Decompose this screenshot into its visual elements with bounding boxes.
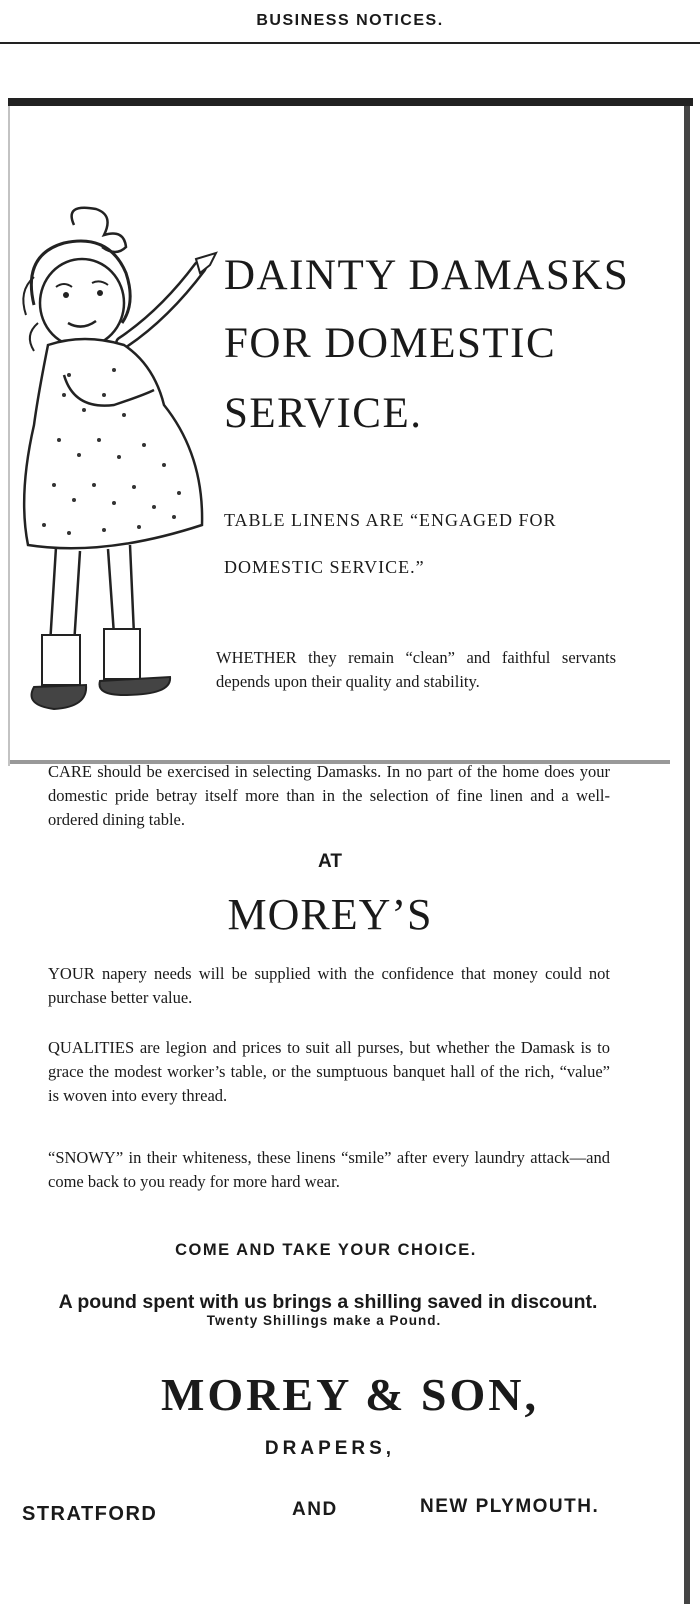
snowy-paragraph: “SNOWY” in their whiteness, these linens “smile” after every laundry attack—and come back to you ready for more hard wear.	[48, 1148, 610, 1191]
location-stratford: STRATFORD	[22, 1503, 158, 1525]
headline-line-1: DAINTY DAMASKS	[224, 252, 630, 299]
trade-label: DRAPERS,	[264, 1438, 396, 1459]
section-title: BUSINESS NOTICES.	[256, 12, 444, 29]
qualities-paragraph: QUALITIES are legion and prices to suit all purses, but whether the Damask is to grace the modest worker’s table, or the sumptuous banquet hall of the rich, “value” is woven into every thread.	[48, 1038, 610, 1105]
call-to-action: COME AND TAKE YOUR CHOICE.	[175, 1241, 477, 1259]
whether-paragraph: WHETHER they remain “clean” and faithful servants depends upon their quality and stability.	[216, 648, 616, 691]
discount-line: A pound spent with us brings a shilling saved in discount.	[58, 1291, 598, 1313]
subheading-line-1: TABLE LINENS ARE “ENGAGED FOR	[224, 510, 557, 530]
store-name: MOREY’S	[227, 890, 433, 939]
location-and: AND	[292, 1499, 338, 1520]
advert-top-border	[8, 98, 693, 106]
page-header	[0, 0, 700, 46]
headline-line-3: SERVICE.	[224, 390, 423, 437]
header-rule	[0, 42, 700, 44]
subheading-line-2: DOMESTIC SERVICE.”	[224, 557, 425, 577]
headline-line-2: FOR DOMESTIC	[224, 320, 557, 367]
napery-paragraph: YOUR napery needs will be supplied with the confidence that money could not purchase better value.	[48, 964, 610, 1007]
discount-subline: Twenty Shillings make a Pound.	[206, 1313, 442, 1328]
firm-name: MOREY & SON,	[160, 1369, 539, 1420]
location-new-plymouth: NEW PLYMOUTH.	[420, 1496, 600, 1517]
care-paragraph: CARE should be exercised in selecting Damasks. In no part of the home does your domestic pride betray itself more than in the selection of fine linen and a well-ordered dining table.	[48, 762, 610, 829]
at-label: AT	[318, 851, 342, 872]
girl-pointing-illustration	[4, 195, 224, 735]
